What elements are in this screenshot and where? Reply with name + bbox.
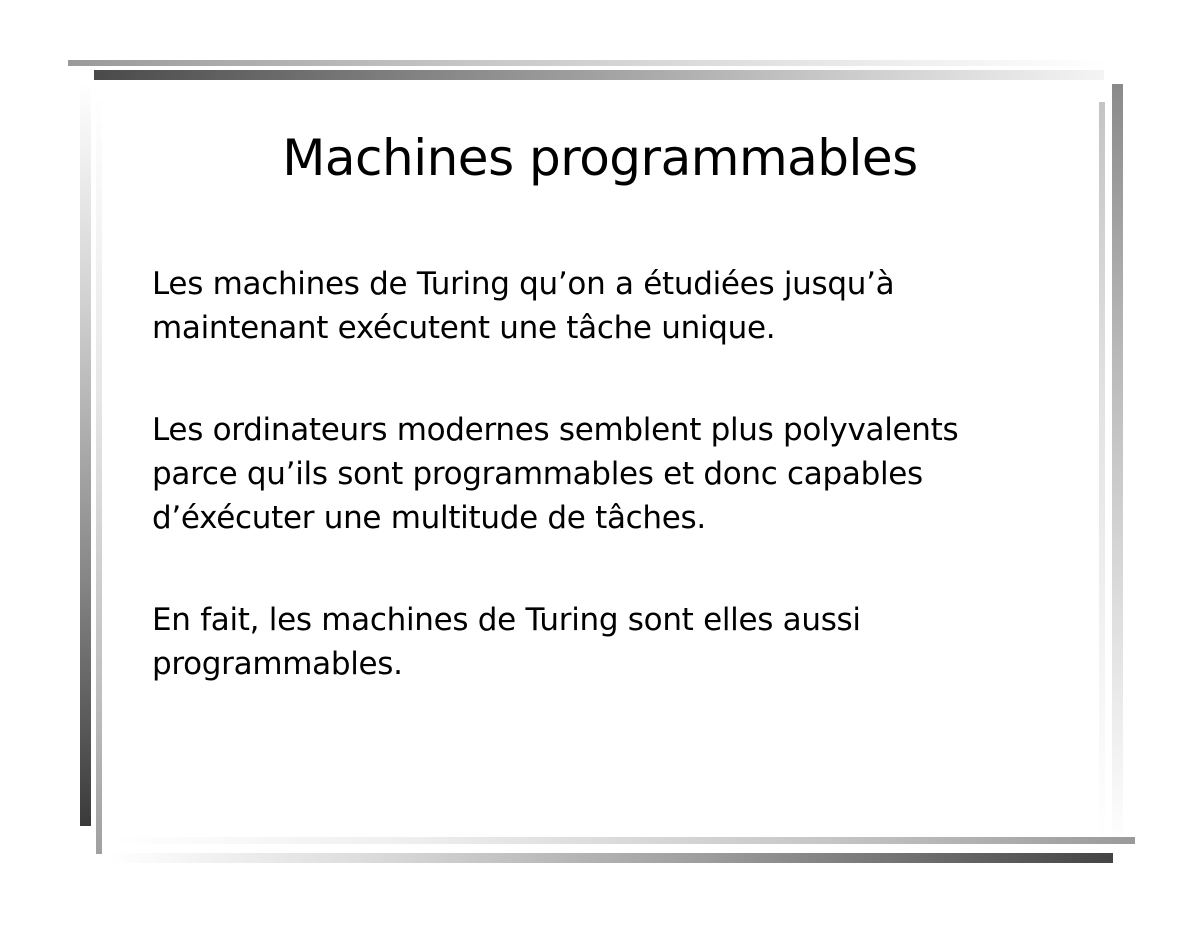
frame-right-light-bar [1099, 102, 1105, 842]
slide-body [152, 262, 1052, 744]
paragraph-3 [152, 598, 1052, 686]
slide-title: Machines programmables [282, 129, 918, 187]
paragraph-2 [152, 408, 1052, 540]
frame-right-dark-bar [1112, 84, 1123, 844]
paragraph-line: En fait, les machines de Turing sont elles aussi [152, 602, 861, 638]
paragraph-line: parce qu’ils sont programmables et donc capables [152, 456, 923, 492]
paragraph-line: Les ordinateurs modernes semblent plus polyvalents [152, 412, 959, 448]
paragraph-1 [152, 262, 1052, 350]
frame-bottom-light-bar [110, 837, 1135, 844]
paragraph-line: programmables. [152, 646, 403, 682]
paragraph-line: maintenant exécutent une tâche unique. [152, 310, 776, 346]
frame-left-dark-bar [80, 84, 91, 826]
frame-bottom-dark-bar [110, 853, 1113, 863]
frame-top-dark-bar [94, 70, 1104, 80]
frame-left-light-bar [96, 96, 102, 854]
paragraph-line: d’éxécuter une multitude de tâches. [152, 500, 706, 536]
frame-top-light-bar [68, 60, 1108, 66]
paragraph-line: Les machines de Turing qu’on a étudiées jusqu’à [152, 266, 895, 302]
